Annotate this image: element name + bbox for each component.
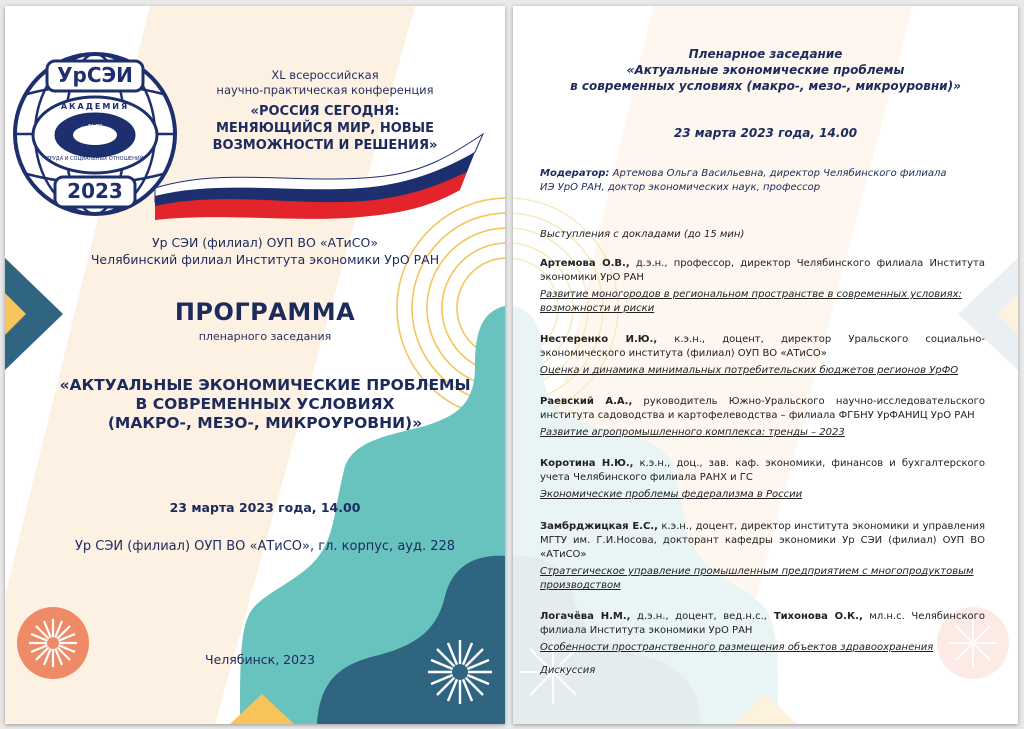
logo-ursei-text: УрСЭИ: [57, 63, 133, 87]
program-heading: [45, 298, 485, 343]
city-year: Челябинск, 2023: [205, 652, 315, 667]
speaker-details: к.э.н., доцент, директор Уральского социально-экономического института (филиал) ОУП ВО «АТиСО»: [540, 334, 985, 359]
organizer-line: Ур СЭИ (филиал) ОУП ВО «АТиСО»: [152, 235, 378, 250]
conference-edition: XL всероссийская: [271, 68, 379, 82]
conference-type: научно-практическая конференция: [216, 83, 434, 97]
speaker-name: Раевский А.А.,: [540, 396, 633, 407]
logo-academy-text: АКАДЕМИЯ: [60, 102, 130, 111]
logo-ring-bottom-text: ТРУДА И СОЦИАЛЬНЫХ ОТНОШЕНИЙ: [46, 156, 144, 162]
speaker-details: к.э.н., доц., зав. каф. экономики, финансов и бухгалтерского учета Челябинского филиала РАНХ и ГС: [540, 458, 985, 483]
speaker-name: Тихонова О.К.,: [766, 611, 863, 622]
plenary-heading: [513, 46, 1018, 94]
session-title-line: В СОВРЕМЕННЫХ УСЛОВИЯХ: [135, 395, 395, 413]
moderator-info: [540, 167, 990, 195]
organizers: [45, 234, 485, 268]
talks-label: Выступления с докладами (до 15 мин): [540, 229, 745, 240]
program-title: ПРОГРАММА: [174, 298, 356, 326]
moderator-name: Артемова Ольга Васильевна, директор Челябинского филиала: [609, 168, 947, 179]
talk-item: [540, 395, 985, 457]
talk-item: [540, 610, 985, 665]
talk-item: [540, 333, 985, 395]
conference-title-line: ВОЗМОЖНОСТИ И РЕШЕНИЯ»: [212, 138, 438, 153]
speaker-details: руководитель Южно-Уральского научно-исследовательского института садоводства и картофелеводства – филиала ФГБНУ УрФАНИЦ УрО РАН: [540, 396, 985, 421]
speaker-name: Артемова О.В.,: [540, 258, 630, 269]
speaker-name: Логачёва Н.М.,: [540, 611, 631, 622]
program-subtitle: пленарного заседания: [198, 330, 332, 343]
talk-topic: Особенности пространственного размещения объектов здравоохранения: [540, 642, 934, 653]
session-title: [25, 376, 505, 433]
speaker-details: мл.н.с. Челябинского филиала Института экономики УрО РАН: [540, 611, 985, 636]
session-venue: Ур СЭИ (филиал) ОУП ВО «АТиСО», гл. корпус, ауд. 228: [74, 539, 456, 554]
talk-topic: Оценка и динамика минимальных потребительских бюджетов регионов УрФО: [540, 365, 959, 376]
conference-heading: [195, 68, 455, 154]
plenary-heading-line: «Актуальные экономические проблемы: [626, 63, 905, 77]
session-title-line: (МАКРО-, МЕЗО-, МИКРОУРОВНИ)»: [107, 414, 423, 432]
moderator-credentials: ИЭ УрО РАН, доктор экономических наук, профессор: [540, 182, 821, 193]
program-details-page: [513, 6, 1018, 724]
speaker-details: д.э.н., профессор, директор Челябинского филиала Института экономики УрО РАН: [540, 258, 985, 283]
speaker-name: Коротина Н.Ю.,: [540, 458, 634, 469]
session-date: 23 марта 2023 года, 14.00: [169, 500, 361, 515]
talk-topic: Экономические проблемы федерализма в России: [540, 489, 803, 500]
plenary-date: 23 марта 2023 года, 14.00: [673, 126, 858, 140]
logo-year: 2023: [67, 179, 123, 203]
conference-title-line: «РОССИЯ СЕГОДНЯ:: [250, 104, 400, 119]
talk-item: [540, 257, 985, 333]
talk-topic: Развитие моногородов в региональном пространстве в современных условиях: возможности и риски: [540, 289, 962, 314]
speaker-details: д.э.н., доцент, вед.н.с.,: [630, 611, 767, 622]
logo-fnpr-label: ФНПР: [87, 124, 103, 130]
organizer-line: Челябинский филиал Института экономики УрО РАН: [90, 252, 440, 267]
moderator-label: Модератор:: [540, 168, 610, 179]
conference-title-line: МЕНЯЮЩИЙСЯ МИР, НОВЫЕ: [215, 121, 435, 136]
talk-item: [540, 457, 985, 520]
talk-topic: Стратегическое управление промышленным предприятием с многопродуктовым производством: [540, 566, 974, 591]
plenary-heading-line: в современных условиях (макро-, мезо-, микроуровни)»: [570, 79, 961, 93]
talk-topic: Развитие агропромышленного комплекса: тренды – 2023: [540, 427, 845, 438]
speaker-details: к.э.н., доцент, директор института экономики и управления МГТУ им. Г.И.Носова, докторант кафедры экономики Ур СЭИ (филиал) ОУП ВО «АТиСО»: [540, 521, 986, 560]
talk-list: [540, 257, 985, 676]
session-title-line: «АКТУАЛЬНЫЕ ЭКОНОМИЧЕСКИЕ ПРОБЛЕМЫ: [59, 376, 471, 394]
speaker-name: Замбрджицкая Е.С.,: [540, 521, 658, 532]
program-cover-page: [5, 6, 505, 724]
talk-item: [540, 520, 985, 610]
plenary-heading-line: Пленарное заседание: [688, 47, 843, 61]
discussion-item: Дискуссия: [540, 665, 596, 676]
speaker-name: Нестеренко И.Ю.,: [540, 334, 658, 345]
